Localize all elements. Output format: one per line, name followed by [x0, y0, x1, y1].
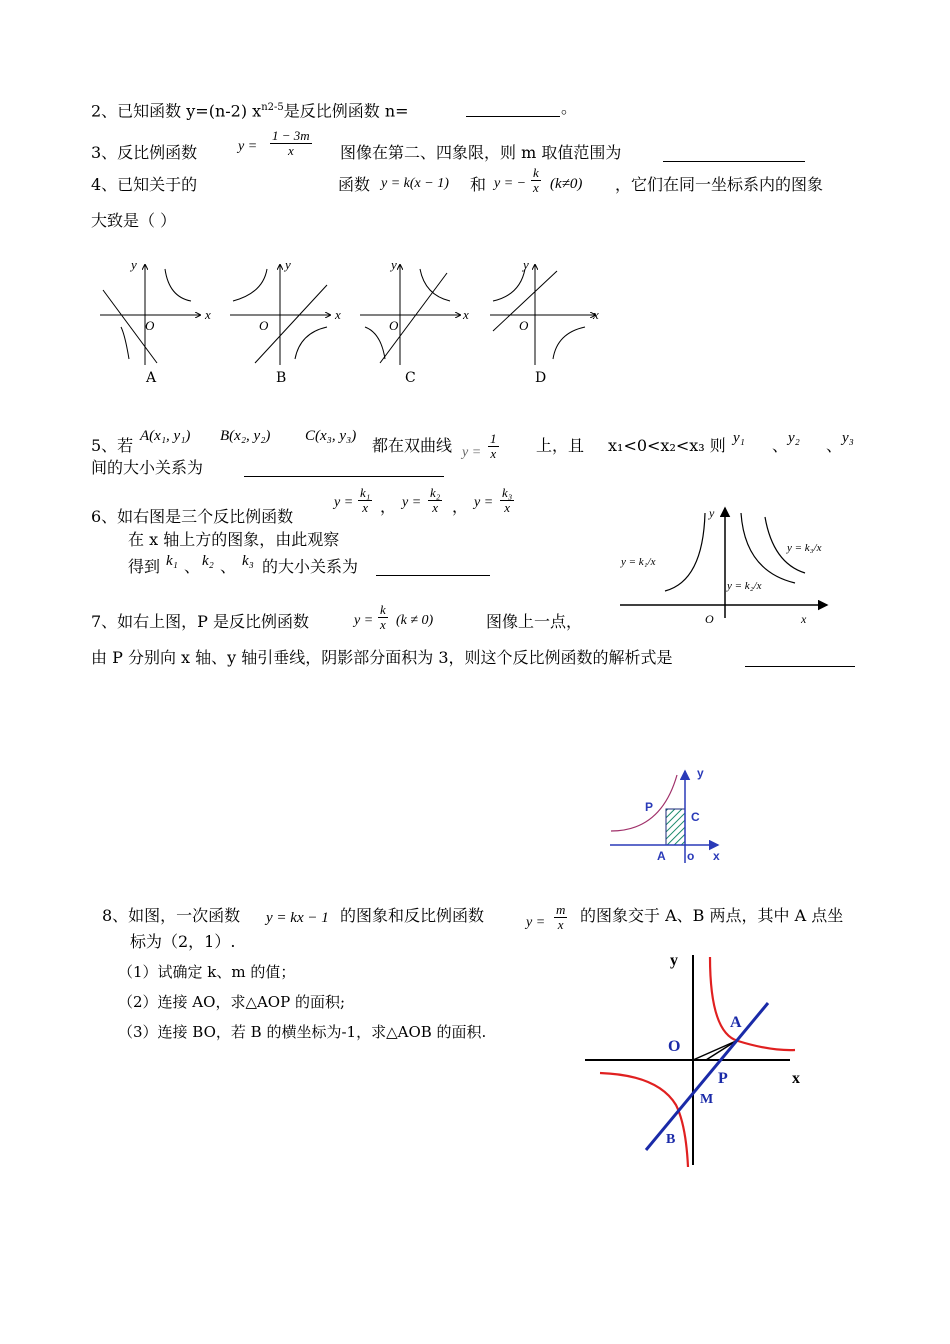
q6-f3-fraction [500, 486, 514, 515]
q3-formula-lead: y = [238, 139, 258, 154]
q4-and: 和 [470, 175, 487, 194]
q6-fig-label-c3: y = k₃/x [787, 542, 822, 554]
q8-sub2: （2）连接 AO，求△AOP 的面积; [118, 993, 346, 1011]
q2-exponent: n2-5 [261, 102, 284, 113]
q6-figure [615, 503, 835, 628]
q4-c-origin: O [389, 318, 399, 333]
q6-k2: k₂ [202, 553, 214, 569]
q8-linear-formula: y = kx − 1 [266, 910, 329, 926]
q4-stem-line2: 大致是（ ） [91, 211, 177, 230]
q4-b-xlabel: x [335, 307, 341, 322]
q4-option-d-label: D [535, 370, 547, 386]
q6-line3-b: 的大小关系为 [262, 557, 359, 576]
q8-fig-p: P [718, 1070, 728, 1087]
q6-fig-origin: O [705, 612, 714, 626]
q6-stem: 6、如右图是三个反比例函数 [91, 507, 294, 526]
q4-graph-a[interactable] [100, 265, 200, 365]
q3-numerator: 1 − 3m [272, 128, 310, 143]
q4-linear-formula: y = k(x − 1) [381, 176, 449, 191]
q5-y2: y₂ [788, 430, 800, 446]
q5-stem: 5、若 [91, 436, 134, 455]
q4-graph-d[interactable] [490, 265, 595, 365]
q8-fig-m: M [700, 1092, 714, 1107]
q6-line2: 在 x 轴上方的图象，由此观察 [128, 530, 340, 549]
q8-fig-a: A [730, 1014, 742, 1031]
q8-segment-ap [706, 1041, 736, 1060]
q4-b-origin: O [259, 318, 269, 333]
q4-option-c-label: C [405, 370, 416, 386]
q6-f3-den: x [504, 500, 511, 515]
q3-stem-tail: 图像在第二、四象限，则 m 取值范围为 [340, 143, 622, 162]
q5-point-a: A(x₁, y₁) [140, 428, 191, 444]
q8-curve-branch-1 [710, 957, 795, 1050]
q4-stem: 4、已知关于的 [91, 175, 198, 194]
q4-k-condition: (k≠0) [550, 176, 583, 192]
q7-fig-o: o [687, 849, 695, 863]
q4-func-word: 函数 [338, 175, 371, 194]
q5-answer-blank[interactable] [244, 476, 444, 477]
q8-fig-origin: O [668, 1038, 681, 1055]
q7-fig-c: C [691, 810, 700, 824]
q6-sep-2: 、 [220, 557, 237, 576]
q8-line [646, 1003, 768, 1150]
q5-stem-line2: 间的大小关系为 [91, 458, 204, 477]
q4-inverse-lead: y = − [494, 176, 527, 191]
q8-inverse-num: m [556, 902, 566, 917]
q5-point-b: B(x₂, y₂) [220, 428, 271, 444]
q6-f1-fraction [358, 486, 372, 515]
q3-stem: 3、反比例函数 [91, 143, 198, 162]
q5-condition: x₁<0<x₂<x₃ 则 [608, 436, 726, 455]
q2-stem-tail: 是反比例函数 n= [283, 101, 409, 121]
q6-f1-num: k₁ [360, 485, 371, 500]
q8-fig-ylabel: y [670, 952, 678, 969]
q6-comma-2: ， [452, 497, 469, 516]
q3-answer-blank[interactable] [663, 161, 805, 162]
q4-c-ylabel: y [391, 257, 397, 272]
q8-sub1: （1）试确定 k、m 的值； [118, 963, 296, 981]
q4-a-ylabel: y [131, 257, 137, 272]
q4-stem-tail: ，它们在同一坐标系内的图象 [615, 175, 824, 194]
q4-inverse-den: x [533, 180, 539, 195]
q4-c-xlabel: x [463, 307, 469, 322]
q8-inverse-fraction [554, 903, 567, 932]
q2-answer-blank[interactable] [466, 116, 560, 117]
q8-figure [580, 945, 815, 1170]
q6-f2-den: x [432, 500, 439, 515]
q4-option-b-label: B [276, 370, 287, 386]
q7-f-den: x [380, 617, 386, 632]
q3-fraction [270, 129, 312, 158]
q6-answer-blank[interactable] [376, 575, 490, 576]
q5-sep-2: 、 [826, 436, 843, 455]
q8-stem-3: 的图象交于 A、B 两点，其中 A 点坐 [580, 906, 844, 925]
q8-curve-branch-2 [600, 1073, 688, 1167]
q7-fig-p: P [645, 800, 654, 814]
q6-k1: k₁ [166, 553, 178, 569]
q4-b-ylabel: y [285, 257, 291, 272]
q3-denominator: x [287, 143, 294, 158]
q4-graph-c[interactable] [360, 265, 460, 365]
q6-line3-a: 得到 [128, 557, 161, 576]
q6-comma-1: ， [380, 497, 397, 516]
q7-answer-blank[interactable] [745, 666, 855, 667]
q6-f2-lead: y = [402, 495, 422, 510]
q4-inverse-fraction [531, 166, 541, 195]
q5-curve-den: x [490, 446, 497, 461]
q4-graph-b[interactable] [230, 265, 330, 365]
q6-fig-label-c2: y = k₂/x [727, 580, 762, 592]
q2-period: 。 [561, 98, 578, 117]
q7-shaded-rectangle [666, 809, 685, 845]
q8-fig-xlabel: x [792, 1070, 800, 1087]
q6-f3-lead: y = [474, 495, 494, 510]
q8-fig-b: B [666, 1132, 676, 1147]
q7-fig-a: A [657, 849, 666, 863]
q8-sub3: （3）连接 BO，若 B 的横坐标为-1，求△AOB 的面积. [118, 1023, 487, 1041]
q7-f-fraction [378, 603, 388, 632]
q5-curve-fraction [488, 432, 499, 461]
q5-point-c: C(x₃, y₃) [305, 428, 357, 444]
q8-inverse-den: x [557, 917, 564, 932]
q6-f1-lead: y = [334, 495, 354, 510]
q4-inverse-num: k [533, 165, 539, 180]
q2-stem: 2、已知函数 y=(n-2) x [91, 101, 262, 121]
q5-y3: y₃ [842, 430, 854, 446]
q6-f2-num: k₂ [430, 485, 441, 500]
q6-k3: k₃ [242, 553, 254, 569]
q6-curve-k1 [665, 513, 705, 591]
q7-f-lead: y = [354, 613, 374, 628]
q7-stem: 7、如右上图，P 是反比例函数 [91, 612, 310, 631]
q2-text [91, 98, 409, 121]
q4-d-xlabel: x [593, 307, 599, 322]
q4-d-ylabel: y [523, 257, 529, 272]
q5-stem-2: 都在双曲线 [372, 436, 453, 455]
q5-curve-lead: y = [462, 445, 482, 460]
q4-d-origin: O [519, 318, 529, 333]
q8-stem: 8、如图，一次函数 [102, 906, 241, 925]
q6-f1-den: x [362, 500, 369, 515]
q5-sep-1: 、 [772, 436, 789, 455]
q7-fig-xlabel: x [713, 849, 720, 863]
q6-f3-num: k₃ [502, 485, 513, 500]
q4-a-xlabel: x [205, 307, 211, 322]
q5-curve-num: 1 [490, 431, 497, 446]
q6-sep-1: 、 [184, 557, 201, 576]
q5-stem-3: 上，且 [536, 436, 585, 455]
q4-option-a-label: A [146, 370, 157, 386]
q8-line2: 标为（2，1）. [130, 932, 236, 951]
q6-fig-ylabel: y [709, 506, 715, 520]
q7-f-tail: (k ≠ 0) [396, 613, 434, 628]
q7-figure [605, 765, 730, 870]
q7-stem-tail: 图像上一点， [486, 612, 583, 631]
q7-f-num: k [380, 602, 386, 617]
q6-fig-label-c1: y = k₁/x [621, 556, 656, 568]
q8-stem-2: 的图象和反比例函数 [340, 906, 485, 925]
q8-inverse-lead: y = [526, 915, 546, 930]
q6-f2-fraction [428, 486, 442, 515]
q7-line2: 由 P 分别向 x 轴、y 轴引垂线，阴影部分面积为 3，则这个反比例函数的解析式是 [91, 648, 673, 667]
q6-fig-xlabel: x [801, 612, 807, 626]
q4-a-origin: O [145, 318, 155, 333]
q5-y1: y₁ [733, 430, 745, 446]
q7-fig-ylabel: y [697, 766, 704, 780]
